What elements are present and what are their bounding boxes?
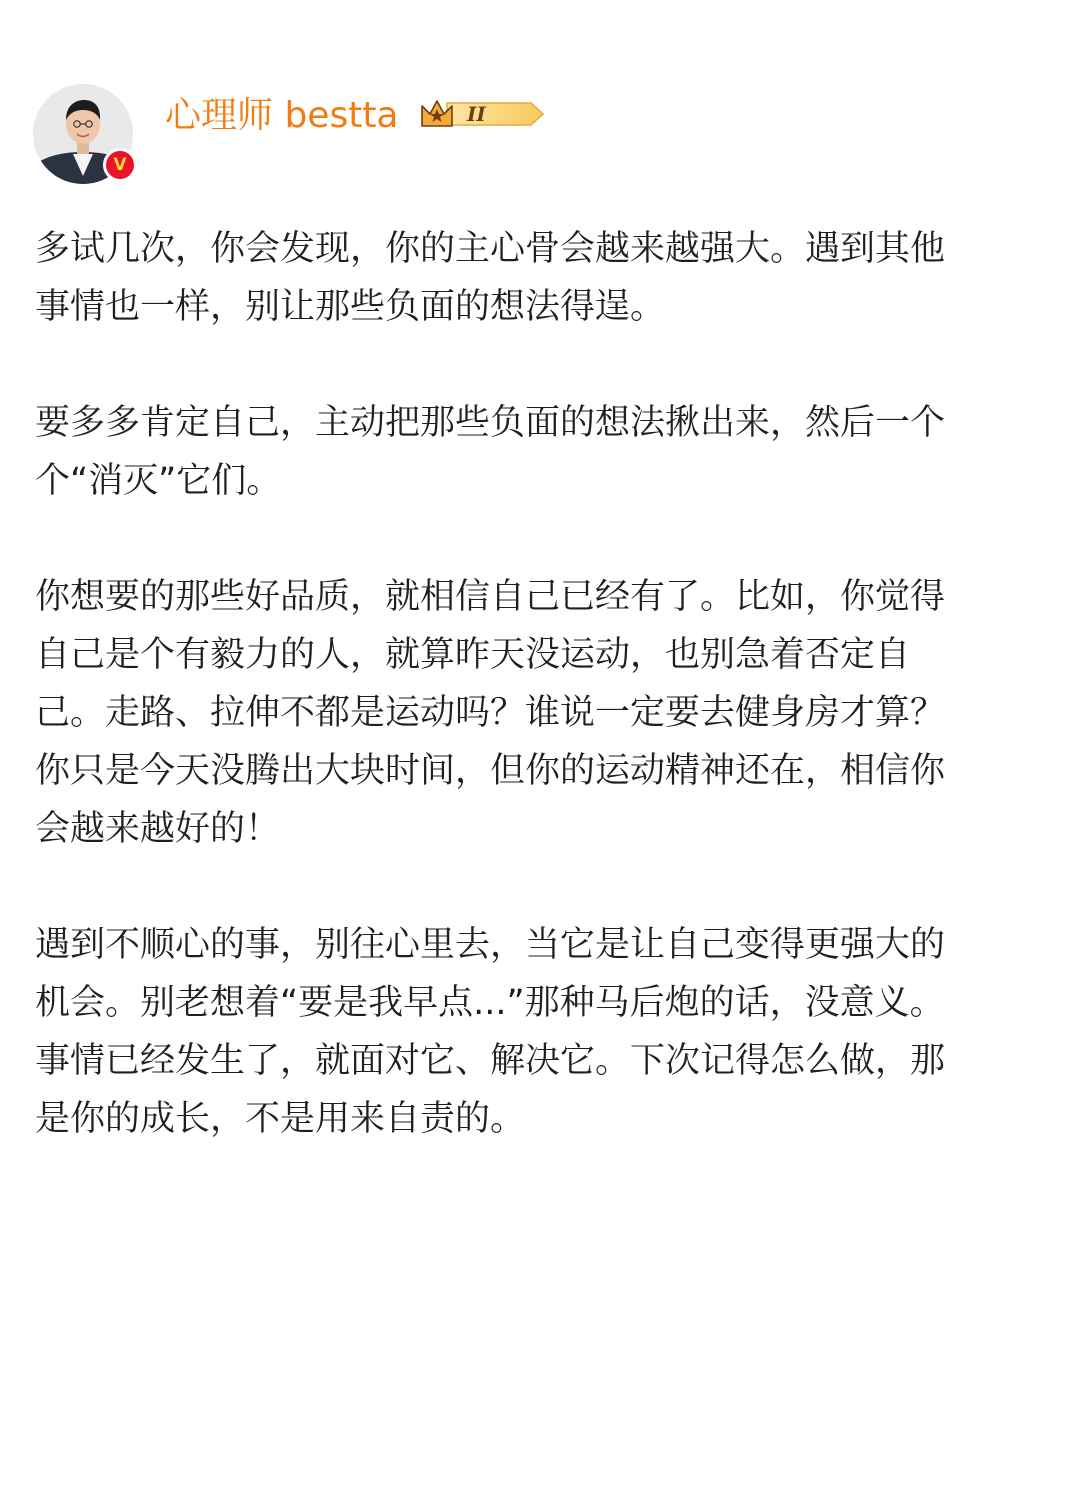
post-paragraph-4 [35, 916, 1035, 1148]
text-line: 自己是个有毅力的人，就算昨天没运动，也别急着否定自 [35, 635, 911, 675]
text-line: 你想要的那些好品质，就相信自己已经有了。比如，你觉得 [35, 577, 946, 617]
text-line: 事情也一样，别让那些负面的想法得逞。 [35, 287, 666, 327]
text-line: 会越来越好的！ [35, 809, 281, 849]
verified-badge [103, 148, 137, 182]
level-badge[interactable] [419, 97, 545, 135]
level-label: II [467, 102, 486, 126]
text-line: 要多多肯定自己，主动把那些负面的想法揪出来，然后一个 [35, 403, 946, 443]
text-line: 个“消灭”它们。 [35, 461, 282, 501]
text-line: 是你的成长，不是用来自责的。 [35, 1099, 526, 1139]
text-line: 机会。别老想着“要是我早点...”那种马后炮的话，没意义。 [35, 983, 945, 1023]
post-paragraph-3 [35, 568, 1035, 858]
post-body [35, 220, 1035, 1206]
author-name[interactable]: 心理师 bestta [165, 95, 399, 136]
text-line: 多试几次，你会发现，你的主心骨会越来越强大。遇到其他 [35, 229, 946, 269]
text-line: 遇到不顺心的事，别往心里去，当它是让自己变得更强大的 [35, 925, 946, 965]
post-paragraph-1 [35, 220, 1035, 336]
text-line: 事情已经发生了，就面对它、解决它。下次记得怎么做，那 [35, 1041, 946, 1081]
verified-badge-label: V [113, 154, 127, 175]
post-paragraph-2 [35, 394, 1035, 510]
post-header [33, 84, 1033, 188]
text-line: 己。走路、拉伸不都是运动吗？谁说一定要去健身房才算？ [35, 693, 946, 733]
text-line: 你只是今天没腾出大块时间，但你的运动精神还在，相信你 [35, 751, 946, 791]
